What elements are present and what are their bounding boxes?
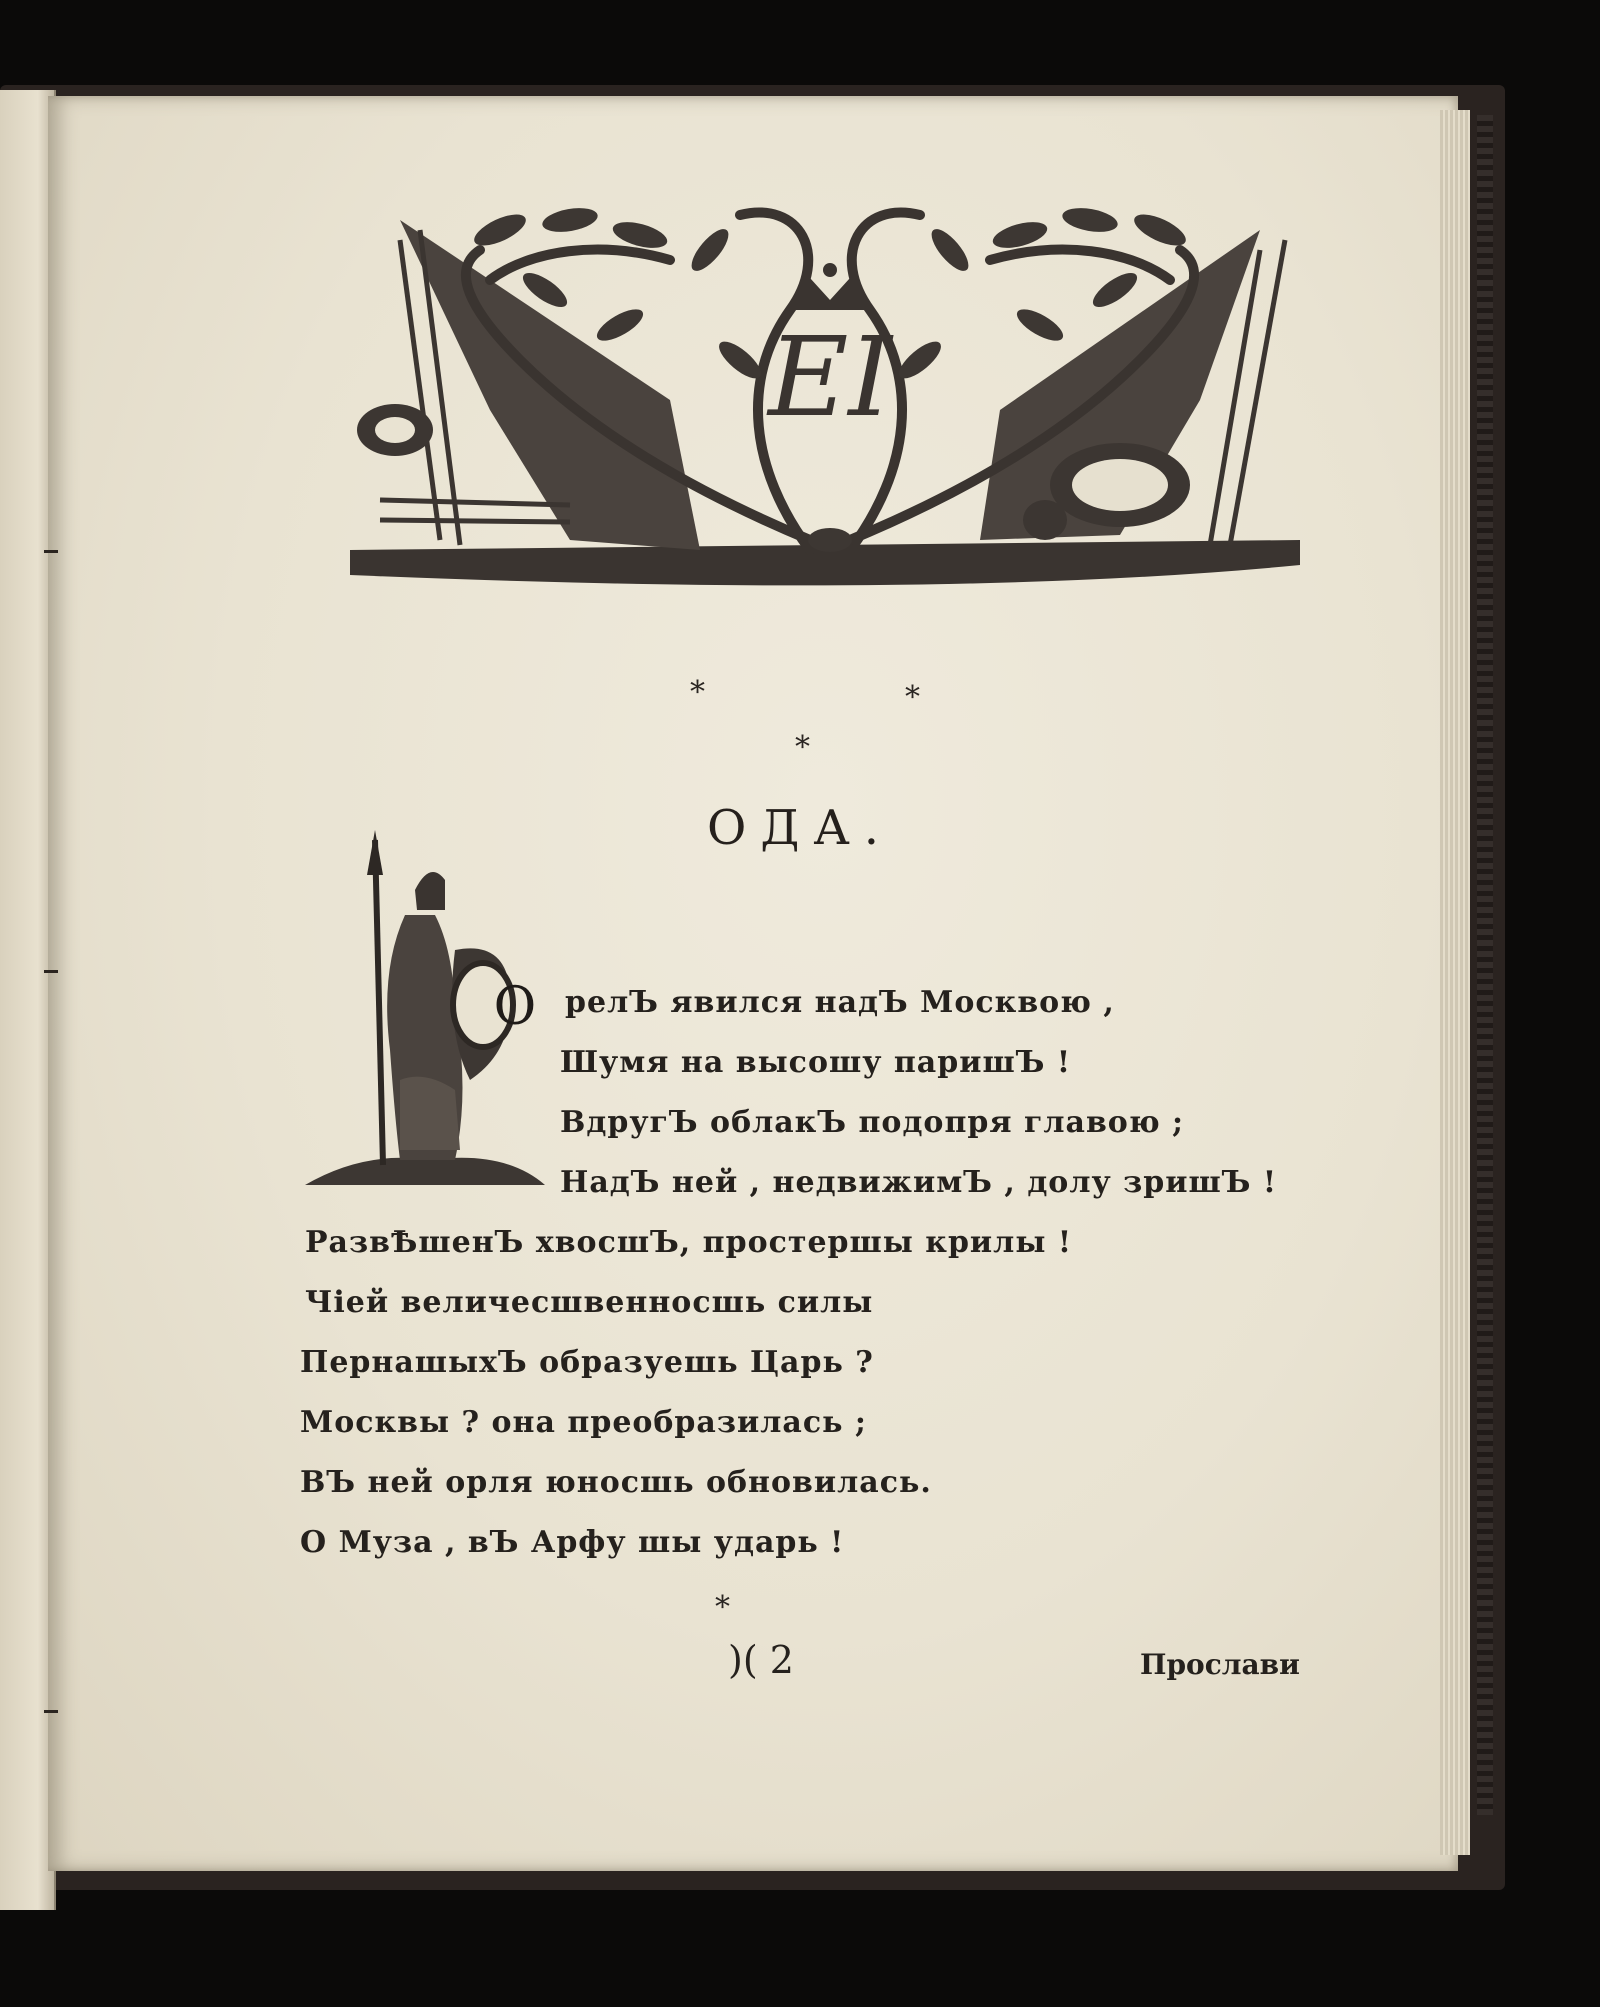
binding-stitch (44, 970, 58, 973)
asterism-star: * (690, 675, 705, 710)
verse-line: НадЪ ней , недвижимЪ , долу зришЪ ! (560, 1165, 1278, 1200)
binding-stitch (44, 550, 58, 553)
headpiece-ornament (340, 160, 1320, 610)
signature-mark: )( 2 (728, 1638, 794, 1682)
verse-line: ВЪ ней орля юносшь обновилась. (300, 1465, 932, 1500)
verse-line: О Муза , вЪ Арфу шы ударь ! (300, 1525, 845, 1560)
verse-line: Шумя на высошу паришЪ ! (560, 1045, 1072, 1080)
binding-stitch (44, 1710, 58, 1713)
drop-cap-initial: О (493, 977, 537, 1037)
verse-line: ВдругЪ облакЪ подопря главою ; (560, 1105, 1185, 1140)
asterism-star: * (795, 730, 810, 765)
asterism-star: * (905, 680, 920, 715)
verse-line: релЪ явился надЪ Москвою , (565, 985, 1115, 1020)
verse-line: ПернашыхЪ образуешь Царь ? (300, 1345, 874, 1380)
page-stack-edge (1440, 110, 1470, 1855)
poem-title: ОДА. (707, 800, 893, 856)
catchword: Прослави (1140, 1648, 1300, 1681)
asterism (690, 675, 940, 765)
verse-line: Москвы ? она преобразилась ; (300, 1405, 867, 1440)
verse-line: РазвѢшенЪ хвосшЪ, простершы крилы ! (305, 1225, 1073, 1260)
monogram-text: EI (768, 313, 892, 441)
footer-star: * (715, 1590, 730, 1625)
verse-line: Чіей величесшвенносшь силы (305, 1285, 874, 1320)
